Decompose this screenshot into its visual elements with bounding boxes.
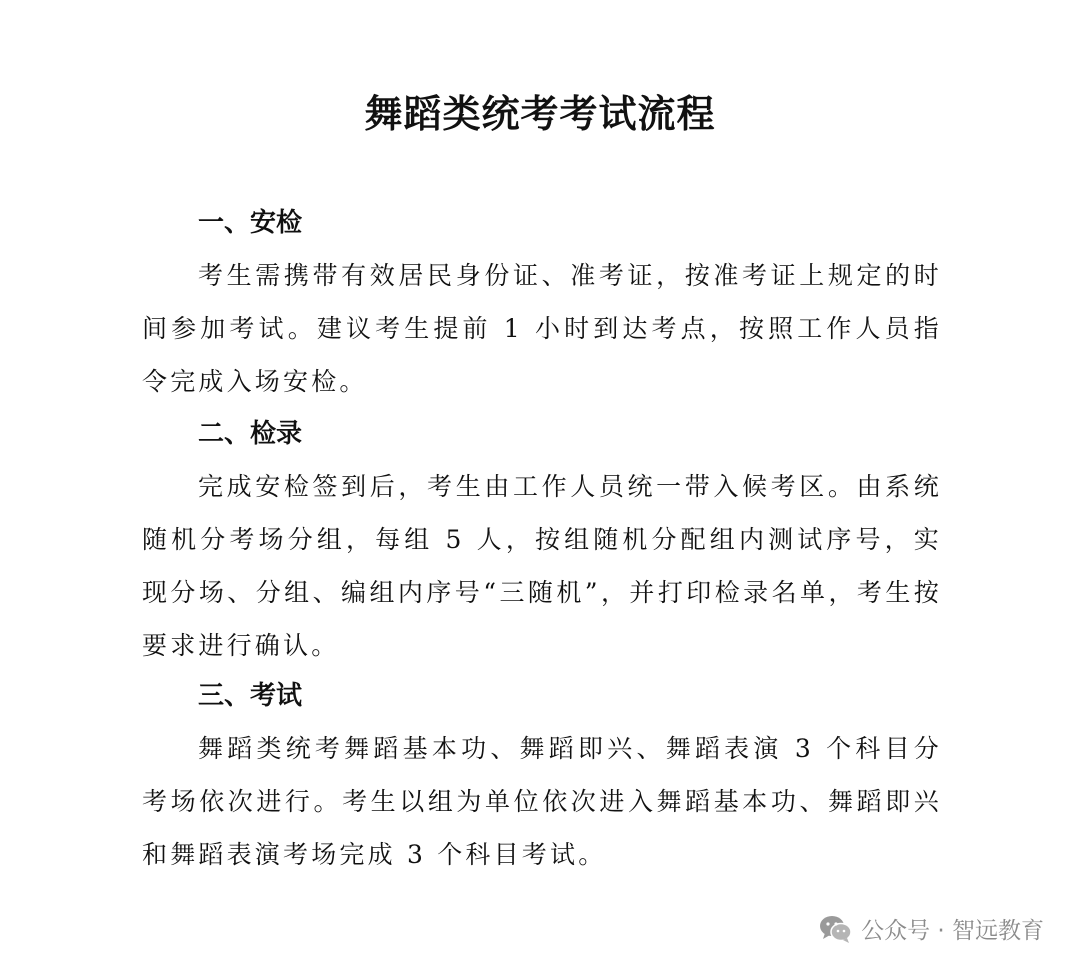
document-title: 舞蹈类统考考试流程 bbox=[364, 91, 716, 136]
section-heading-exam: 三、考试 bbox=[198, 681, 303, 711]
wechat-icon bbox=[819, 914, 853, 944]
watermark bbox=[819, 912, 1044, 945]
section-heading-check-in: 二、检录 bbox=[198, 419, 303, 449]
section-body-security-check: 考生需携带有效居民身份证、准考证，按准考证上规定的时间参加考试。建议考生提前 1 小时到达考点，按照工作人员指令完成入场安检。 bbox=[142, 261, 942, 396]
watermark-text: 公众号 · 智远教育 bbox=[861, 918, 1044, 944]
section-heading-security-check: 一、安检 bbox=[198, 208, 303, 238]
section-body-check-in: 完成安检签到后，考生由工作人员统一带入候考区。由系统随机分考场分组，每组 5 人，按组随机分配组内测试序号，实现分场、分组、编组内序号“三随机”，并打印检录名单，考生按要求进行确认。 bbox=[142, 472, 942, 660]
section-body-exam: 舞蹈类统考舞蹈基本功、舞蹈即兴、舞蹈表演 3 个科目分考场依次进行。考生以组为单位依次进入舞蹈基本功、舞蹈即兴和舞蹈表演考场完成 3 个科目考试。 bbox=[142, 734, 942, 869]
